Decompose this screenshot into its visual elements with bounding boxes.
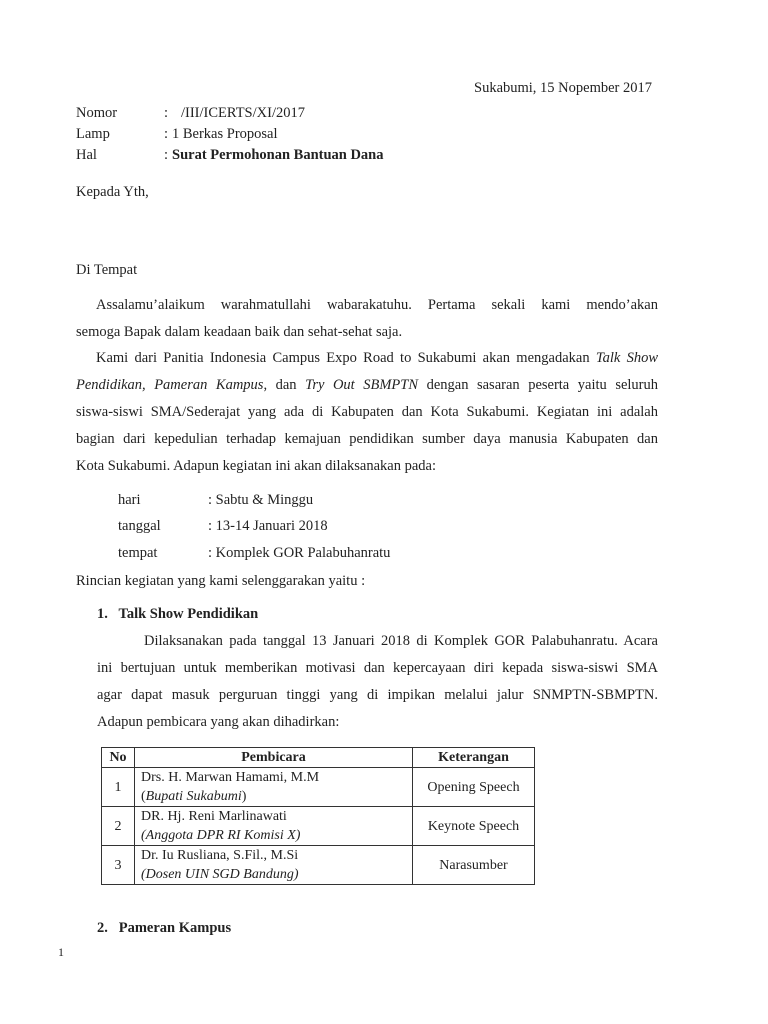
speaker-name: Drs. H. Marwan Hamami, M.M	[141, 770, 320, 785]
row-keterangan: Narasumber	[413, 846, 535, 885]
row-speaker	[135, 768, 413, 807]
meta-sep-hal: :	[164, 147, 169, 163]
meta-value-nomor: /III/ICERTS/XI/2017	[181, 105, 305, 121]
speaker-role-text: Bupati Sukabumi	[145, 789, 242, 804]
row-keterangan: Keynote Speech	[413, 807, 535, 846]
row-no: 1	[102, 768, 135, 807]
header-keterangan: Keterangan	[413, 748, 535, 768]
schedule-label-tempat: tempat	[118, 545, 158, 561]
para2-line4: bagian dari kepedulian terhadap kemajuan pendidikan sumber daya manusia Kabupaten dan	[76, 431, 658, 447]
row-no: 3	[102, 846, 135, 885]
meta-label-lamp: Lamp	[76, 126, 110, 142]
para2-line2-italic-c: Try Out SBMPTN	[305, 377, 419, 393]
speaker-name: Dr. Iu Rusliana, S.Fil., M.Si	[141, 848, 299, 863]
row-speaker	[135, 846, 413, 885]
schedule-value-hari: : Sabtu & Minggu	[208, 492, 314, 508]
meta-label-nomor: Nomor	[76, 105, 118, 121]
meta-sep-nomor: :	[164, 105, 169, 121]
section1-line2: ini bertujuan untuk memberikan motivasi dan kepercayaan diri kepada siswa-siswi SMA	[97, 660, 658, 676]
speaker-role	[141, 787, 406, 806]
recipient: Kepada Yth,	[76, 184, 149, 200]
header-no: No	[102, 748, 135, 768]
schedule-label-hari: hari	[118, 492, 141, 508]
para2-line2	[76, 375, 658, 395]
row-no: 2	[102, 807, 135, 846]
speaker-role-text: (Anggota DPR RI Komisi X)	[141, 828, 301, 843]
page-number: 1	[58, 945, 64, 959]
para2-line2-text-d: dengan sasaran peserta yaitu seluruh	[418, 377, 659, 393]
schedule-label-tanggal: tanggal	[118, 518, 161, 534]
row-speaker	[135, 807, 413, 846]
speakers-table	[101, 747, 535, 885]
meta-sep-lamp: :	[164, 126, 169, 142]
section1-heading: 1. Talk Show Pendidikan	[97, 606, 259, 622]
para2-line2-italic-a: Pendidikan, Pameran Kampus	[76, 377, 264, 393]
table-row	[102, 768, 535, 807]
schedule-value-tempat: : Komplek GOR Palabuhanratu	[208, 545, 391, 561]
place-date: Sukabumi, 15 Nopember 2017	[474, 80, 653, 96]
details-intro: Rincian kegiatan yang kami selenggarakan yaitu :	[76, 573, 366, 589]
section1-line4: Adapun pembicara yang akan dihadirkan:	[97, 714, 340, 730]
meta-value-hal: Surat Permohonan Bantuan Dana	[172, 147, 384, 163]
section1-line3: agar dapat masuk perguruan tinggi yang di impikan melalui jalur SNMPTN-SBMPTN.	[97, 687, 658, 703]
header-pembicara: Pembicara	[135, 748, 413, 768]
section1-line1: Dilaksanakan pada tanggal 13 Januari 2018 di Komplek GOR Palabuhanratu. Acara	[144, 633, 658, 649]
speaker-name: DR. Hj. Reni Marlinawati	[141, 809, 287, 824]
table-row	[102, 807, 535, 846]
para2-line1-italic: Talk Show	[595, 350, 658, 366]
row-keterangan: Opening Speech	[413, 768, 535, 807]
meta-value-lamp: 1 Berkas Proposal	[172, 126, 278, 142]
speaker-role-text: (Dosen UIN SGD Bandung)	[141, 867, 299, 882]
para2-line1	[96, 348, 658, 368]
para2-line1-text: Kami dari Panitia Indonesia Campus Expo Road to Sukabumi akan mengadakan	[96, 350, 596, 366]
para1-line1: Assalamu’alaikum warahmatullahi wabarakatuhu. Pertama sekali kami mendo’akan	[96, 297, 658, 313]
para2-line5: Kota Sukabumi. Adapun kegiatan ini akan dilaksanakan pada:	[76, 458, 436, 474]
schedule-value-tanggal: : 13-14 Januari 2018	[208, 518, 328, 534]
meta-label-hal: Hal	[76, 147, 97, 163]
location: Di Tempat	[76, 262, 138, 278]
speaker-role-open: (	[141, 789, 146, 804]
para1-line2: semoga Bapak dalam keadaan baik dan sehat-sehat saja.	[76, 324, 403, 340]
speaker-role-close: )	[241, 789, 247, 804]
para2-line3: siswa-siswi SMA/Sederajat yang ada di Kabupaten dan Kota Sukabumi. Kegiatan ini adalah	[76, 404, 658, 420]
section2-heading: 2. Pameran Kampus	[97, 920, 232, 936]
para2-line2-text-b: , dan	[263, 377, 306, 393]
table-row	[102, 846, 535, 885]
table-header-row	[102, 748, 535, 768]
